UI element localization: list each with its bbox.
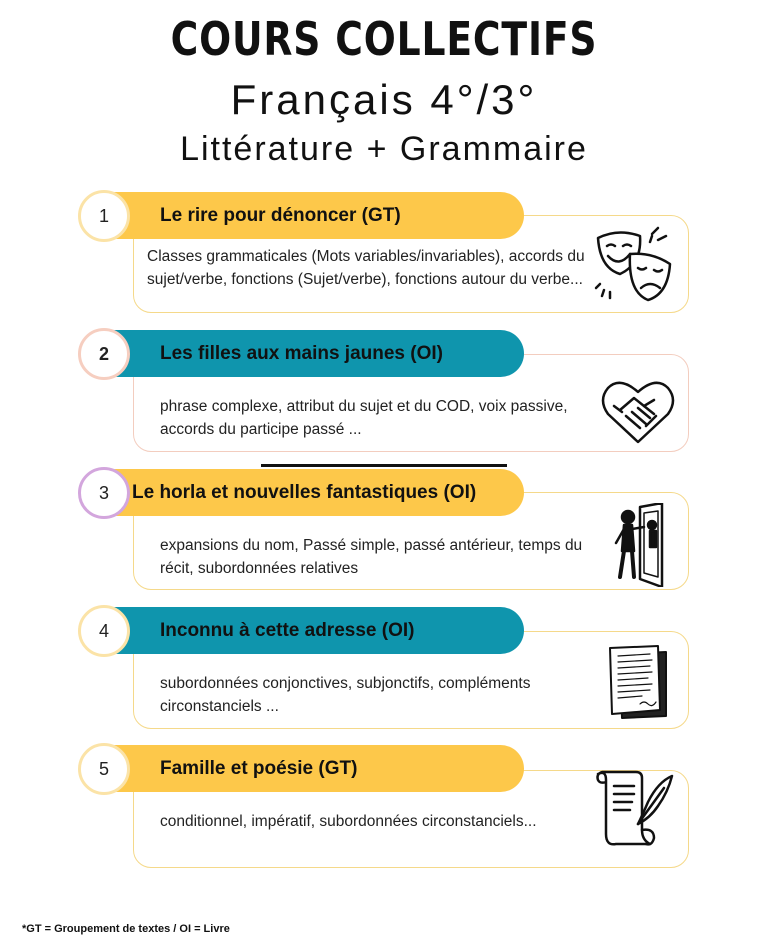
module-description: expansions du nom, Passé simple, passé antérieur, temps du récit, subordonnées relatives bbox=[160, 537, 583, 577]
module-title: Le horla et nouvelles fantastiques (OI) bbox=[132, 482, 477, 503]
module-title: Les filles aux mains jaunes (OI) bbox=[160, 343, 443, 364]
module-description: phrase complexe, attribut du sujet et du COD, voix passive, accords du participe passé ... bbox=[160, 398, 568, 438]
section-divider bbox=[261, 464, 507, 467]
module-title-bar bbox=[108, 607, 524, 654]
theater-masks-icon bbox=[592, 224, 678, 310]
module-description: Classes grammaticales (Mots variables/invariables), accords du sujet/verbe, fonctions (Sujet/verbe), fonctions autour du verbe... bbox=[147, 248, 585, 288]
module-number-badge: 4 bbox=[78, 605, 130, 657]
module-description: conditionnel, impératif, subordonnées circonstanciels... bbox=[160, 813, 537, 830]
module-title: Inconnu à cette adresse (OI) bbox=[160, 620, 415, 641]
page-title: COURS COLLECTIFS bbox=[170, 12, 598, 66]
module-title-bar bbox=[108, 192, 524, 239]
module-title: Le rire pour dénoncer (GT) bbox=[160, 205, 401, 226]
module-number-badge: 1 bbox=[78, 190, 130, 242]
module-number-badge: 2 bbox=[78, 328, 130, 380]
letter-pages-icon bbox=[604, 644, 670, 720]
module-description: subordonnées conjonctives, subjonctifs, compléments circonstanciels ... bbox=[160, 675, 531, 715]
module-title-bar bbox=[108, 330, 524, 377]
module-number-badge: 3 bbox=[78, 467, 130, 519]
module-title-bar bbox=[108, 469, 524, 516]
module-title-bar bbox=[108, 745, 524, 792]
module-title: Famille et poésie (GT) bbox=[160, 758, 358, 779]
door-figure-icon bbox=[612, 503, 666, 587]
page-subtitle: Français 4°/3° bbox=[230, 76, 538, 123]
heart-handshake-icon bbox=[600, 376, 676, 446]
footnote: *GT = Groupement de textes / OI = Livre bbox=[22, 923, 230, 935]
module-number-badge: 5 bbox=[78, 743, 130, 795]
page-topic: Littérature + Grammaire bbox=[180, 130, 588, 168]
scroll-quill-icon bbox=[592, 768, 680, 850]
